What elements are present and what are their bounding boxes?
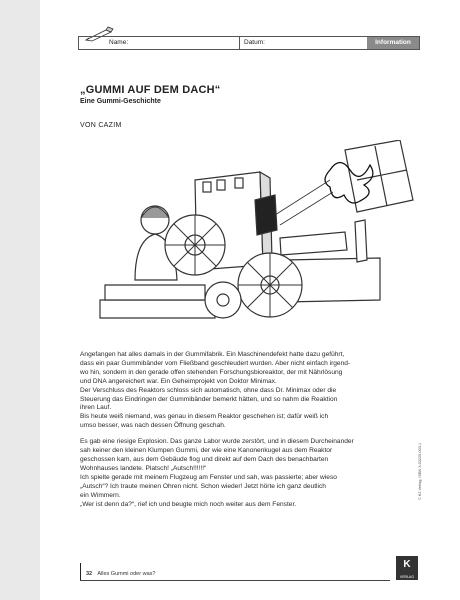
story-title: „GUMMI AUF DEM DACH“ bbox=[80, 84, 221, 96]
publisher-logo bbox=[396, 556, 418, 580]
footer-rule bbox=[80, 563, 81, 581]
left-margin-band bbox=[0, 0, 40, 600]
page-footer bbox=[86, 571, 155, 577]
page-number: 32 bbox=[86, 571, 93, 577]
story-author: VON CAZIM bbox=[80, 122, 122, 129]
name-label: Name: bbox=[109, 39, 129, 46]
story-line: Ich spielte gerade mit meinem Flugzeug am Fenster und sah, was passierte; aber wieso bbox=[80, 473, 337, 481]
logo-letter: K bbox=[403, 559, 411, 570]
story-line: ihren Lauf. bbox=[80, 404, 112, 412]
story-line: geschossen kam, aus dem Gebäude flog und direkt auf dem Dach des benachbarten bbox=[80, 455, 329, 463]
story-line: Steuerung das Eindringen der Gummibänder bemerkt hätten, und so nahm die Reaktion bbox=[80, 395, 338, 403]
story-line: ein Wimmern. bbox=[80, 491, 121, 499]
story-line: Der Verschluss des Reaktors schloss sich automatisch, ohne dass Dr. Minimax oder die bbox=[80, 386, 337, 394]
date-label: Datum: bbox=[244, 39, 265, 46]
story-line: und DNA angereichert war. Ein Geheimprojekt von Doktor Minimax. bbox=[80, 377, 277, 385]
story-line: Angefangen hat alles damals in der Gummifabrik. Ein Maschinendefekt hatte dazu geführt, bbox=[80, 351, 345, 358]
logo-subtext: VERLAG bbox=[399, 575, 415, 579]
story-line: wo hin, sondern in den gerade offen stehenden Forschungsbioreaktor, der mit Nährlösung bbox=[80, 368, 343, 376]
book-title: Alles Gummi oder was? bbox=[97, 571, 156, 577]
story-line: Wohnhauses landete. Platsch! „Autsch!!!!!!“ bbox=[80, 464, 207, 472]
story-line: sah keiner den kleinen Klumpen Gummi, der wie eine Kanonenkugel aus dem Reaktor bbox=[80, 447, 333, 455]
story-line: „Autsch“? Ich traute meinen Ohren nicht. Schon wieder! Jetzt hörte ich ganz deutlich bbox=[80, 482, 326, 490]
story-line: „Wer ist denn da?“, rief ich und beugte mich noch weiter aus dem Fenster. bbox=[80, 500, 297, 508]
worksheet-header bbox=[78, 36, 420, 50]
factory-machine-illustration bbox=[95, 140, 425, 335]
story-line: umso besser, was nach dessen Öffnung geschah. bbox=[80, 422, 226, 430]
information-badge: Information bbox=[367, 37, 419, 49]
story-body bbox=[80, 351, 402, 509]
copyright-note: © K2 Verlag, ISBN 3-03225-003-1 bbox=[418, 442, 422, 500]
story-line: dass ein paar Gummibänder vom Fließband geschleudert wurden. Aber nicht einfach irgend- bbox=[80, 359, 351, 367]
footer-line bbox=[80, 580, 390, 581]
story-line: Es gab eine riesige Explosion. Das ganze Labor wurde zerstört, und in diesem Durcheinander bbox=[80, 438, 354, 446]
story-line: Bis heute weiß niemand, was genau in diesem Reaktor geschehen ist; dafür weiß ich bbox=[80, 413, 329, 421]
story-subtitle: Eine Gummi-Geschichte bbox=[80, 98, 161, 105]
date-field[interactable] bbox=[240, 37, 367, 49]
name-field[interactable] bbox=[79, 37, 240, 49]
